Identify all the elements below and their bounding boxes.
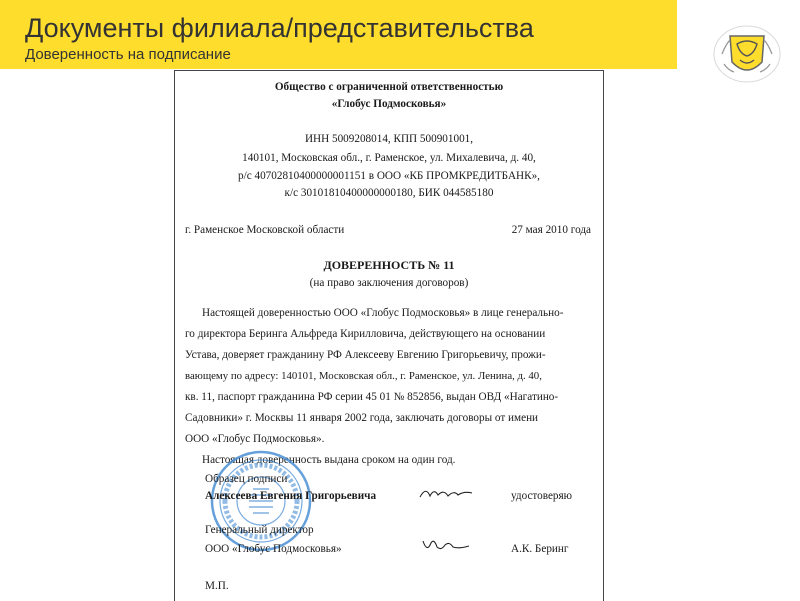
document-title: ДОВЕРЕННОСТЬ № 11 [323,258,455,272]
inn-line: ИНН 5009208014, КПП 500901001, [304,133,474,145]
corr-account-line: к/с 30101810400000000180, БИК 044585180 [284,187,494,199]
sample-signature-label: Образец подписи [205,473,288,485]
director-org: ООО «Глобус Подмосковья» [205,543,342,555]
body-line: Садовники» г. Москвы 11 января 2002 года, заключать договоры от имени [185,412,539,424]
signature-icon [421,535,471,555]
document-place: г. Раменское Московской области [185,224,345,236]
org-line-2: «Глобус Подмосковья» [331,98,447,110]
page-subtitle: Доверенность на подписание [25,46,231,63]
stamp-place-label: М.П. [205,580,229,592]
certify-text: удостоверяю [511,490,573,502]
body-line: го директора Беринга Альфреда Кирилловича, действующего на основании [185,328,546,340]
director-label: Генеральный директор [205,524,314,536]
account-line: р/с 40702810400000001151 в ООО «КБ ПРОМКРЕДИТБАНК», [238,170,540,182]
power-of-attorney-document [174,70,604,601]
body-line: ООО «Глобус Подмосковья». [185,433,325,445]
body-line: кв. 11, паспорт гражданина РФ серии 45 01 № 852856, выдан ОВД «Нагатино- [185,391,559,403]
body-line: Настоящая доверенность выдана сроком на один год. [202,454,456,466]
body-line: Настоящей доверенностью ООО «Глобус Подмосковья» в лице генерально- [202,307,564,319]
signature-icon [418,484,474,502]
body-line: вающему по адресу: 140101, Московская обл., г. Раменское, ул. Ленина, д. 40, [185,370,542,382]
sample-signature-name: Алексеева Евгения Григорьевича [205,490,377,502]
director-name: А.К. Беринг [511,543,569,555]
bank-emblem-icon [712,24,782,84]
address-line: 140101, Московская обл., г. Раменское, ул. Михалевича, д. 40, [242,152,536,164]
body-line: Устава, доверяет гражданину РФ Алексееву Евгению Григорьевичу, прожи- [185,349,546,361]
page-title: Документы филиала/представительства [25,13,534,43]
document-date: 27 мая 2010 года [511,224,591,236]
org-line-1: Общество с ограниченной ответственностью [274,81,504,93]
document-subtitle: (на право заключения договоров) [309,277,469,289]
